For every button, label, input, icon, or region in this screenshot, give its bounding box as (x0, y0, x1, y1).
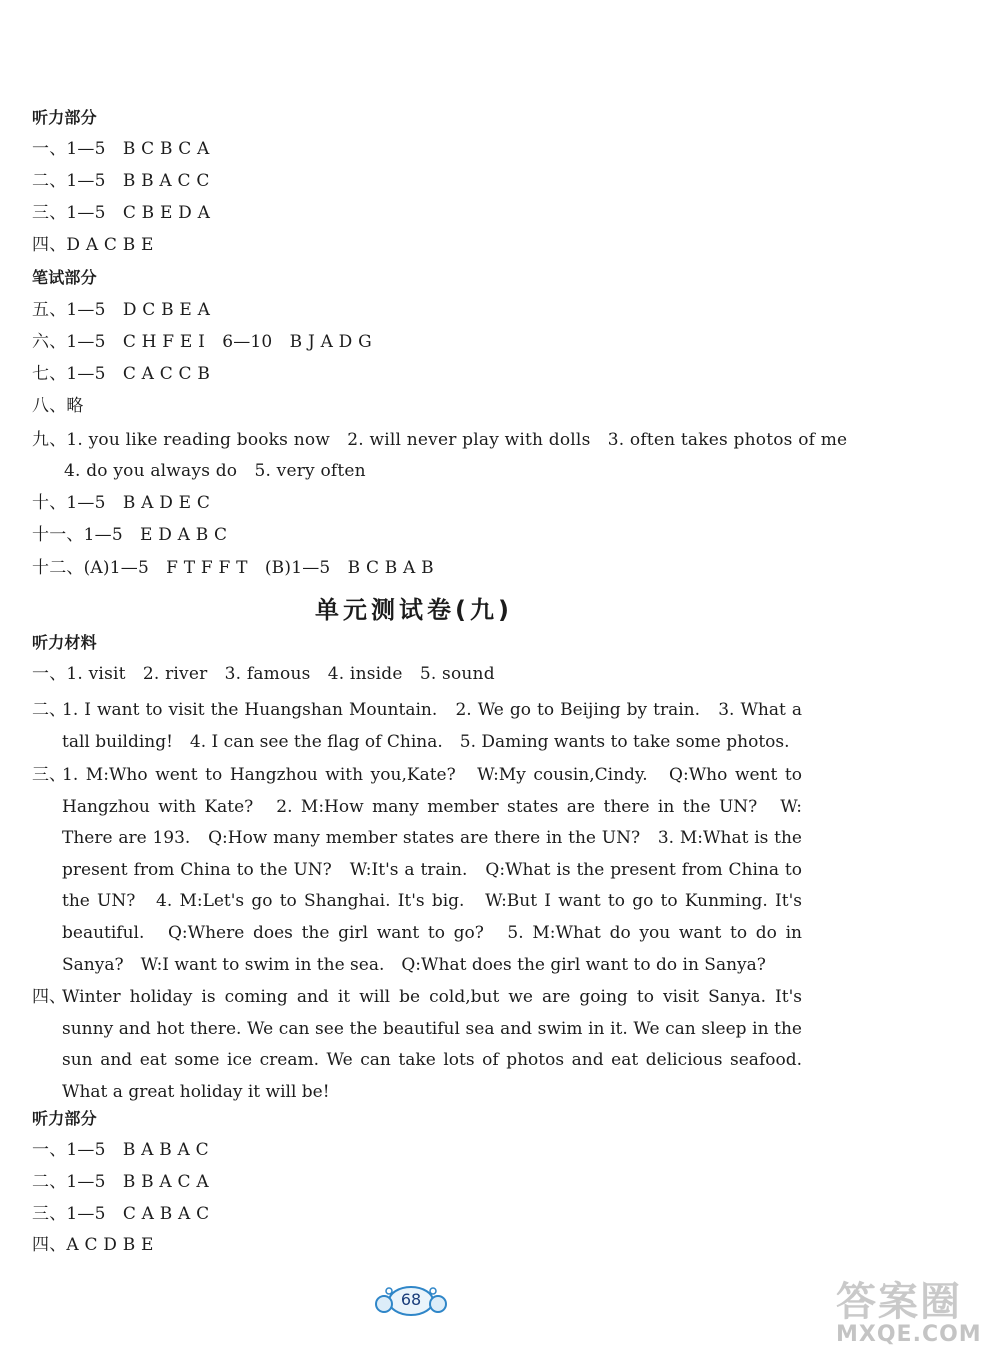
answer-line: 十二、(A)1—5 F T F F T (B)1—5 B C B A B (32, 558, 434, 578)
answer-line: 五、1—5 D C B E A (32, 300, 211, 320)
answer-line: 四、A C D B E (32, 1235, 154, 1255)
watermark-url: MXQE.COM (836, 1322, 982, 1347)
answer-line-q9: 九、1. you like reading books now 2. will never play with dolls 3. often takes photos of me (32, 430, 848, 450)
answer-line: 七、1—5 C A C C B (32, 364, 211, 384)
answer-line: 三、1—5 C B E D A (32, 203, 211, 223)
answer-line: 十一、1—5 E D A B C (32, 525, 228, 545)
item-number: 二、 (32, 700, 66, 720)
answer-line-q9-cont: 4. do you always do 5. very often (64, 461, 366, 481)
listening-section-heading: 听力部分 (32, 1109, 97, 1128)
material-item-4 (32, 982, 808, 1110)
item-text: Winter holiday is coming and it will be cold,but we are going to visit Sanya. It's sunny and hot there. We can see the beautiful sea and swim in it. We can sleep in the sun and eat some ice cream. We can take lots of photos and eat delicious seafood. What a great holiday it will be! (62, 987, 808, 1102)
material-item-3 (32, 760, 808, 982)
answer-line: 三、1—5 C A B A C (32, 1204, 210, 1224)
page-number-badge (373, 1283, 449, 1319)
written-section-heading: 笔试部分 (32, 268, 97, 287)
item-number: 三、 (32, 765, 66, 785)
answer-line: 八、略 (32, 396, 84, 416)
material-heading: 听力材料 (32, 633, 97, 652)
answer-line: 四、D A C B E (32, 235, 154, 255)
listening-section-heading: 听力部分 (32, 108, 97, 127)
answer-line: 一、1—5 B A B A C (32, 1140, 209, 1160)
watermark (836, 1270, 996, 1354)
answer-line: 六、1—5 C H F E I 6—10 B J A D G (32, 332, 372, 352)
page-number: 68 (400, 1290, 422, 1309)
watermark-brand: 答案圈 (836, 1279, 962, 1325)
answer-line: 一、1—5 B C B C A (32, 139, 210, 159)
answer-line: 二、1—5 B B A C A (32, 1172, 209, 1192)
material-item-1: 一、1. visit 2. river 3. famous 4. inside 5. sound (32, 664, 495, 684)
material-item-2 (32, 695, 808, 759)
unit-title: 单元测试卷(九) (315, 596, 513, 624)
answer-line: 十、1—5 B A D E C (32, 493, 211, 513)
item-text: 1. M:Who went to Hangzhou with you,Kate? W:My cousin,Cindy. Q:Who went to Hangzhou with Kate? 2. M:How many member states are there in the UN? W: There are 193. Q:How many member states are there in the UN? 3. M:What is the present from China to the UN? W:It's a train. Q:What is the present from China to the UN? 4. M:Let's go to Shanghai. It's big. W:But I want to go to Kunming. It's beautiful. Q:Where does the girl want to go? 5. M:What do you want to do in Sanya? W:I want to swim in the sea. Q:What does the girl want to do in Sanya? (62, 765, 808, 975)
answer-line: 二、1—5 B B A C C (32, 171, 210, 191)
item-text: 1. I want to visit the Huangshan Mountain. 2. We go to Beijing by train. 3. What a tall building! 4. I can see the flag of China. 5. Daming wants to take some photos. (62, 700, 808, 752)
item-number: 四、 (32, 987, 66, 1007)
